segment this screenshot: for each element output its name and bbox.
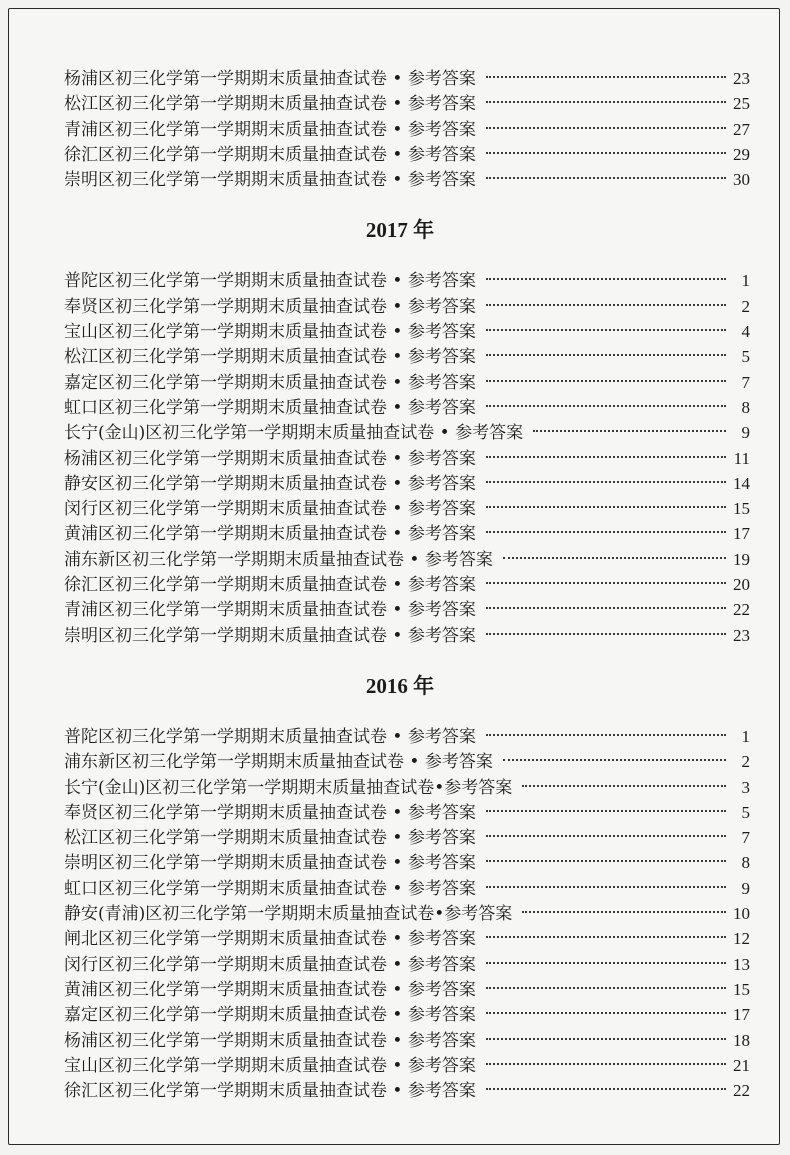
toc-entry-page-number: 9: [741, 423, 750, 443]
toc-entry-page-number: 27: [733, 119, 750, 139]
dot-leader: [486, 278, 726, 280]
dot-leader: [486, 380, 726, 382]
dot-leader: [486, 177, 726, 179]
dot-leader: [486, 886, 726, 888]
toc-entry[interactable]: [64, 420, 750, 445]
toc-entry-page-number: 9: [741, 878, 750, 898]
dot-leader: [486, 304, 726, 306]
dot-leader: [486, 1063, 726, 1065]
dot-leader: [486, 860, 726, 862]
toc-entry-title: 静安(青浦)区初三化学第一学期期末质量抽查试卷•参考答案: [64, 904, 513, 925]
toc-entry-title: 宝山区初三化学第一学期期末质量抽查试卷 • 参考答案: [64, 322, 476, 343]
toc-list-2018-tail: [64, 66, 750, 192]
toc-entry[interactable]: [64, 167, 750, 192]
dot-leader: [486, 582, 726, 584]
toc-entry[interactable]: [64, 319, 750, 344]
toc-entry[interactable]: [64, 66, 750, 91]
toc-entry[interactable]: [64, 91, 750, 116]
toc-entry[interactable]: [64, 1078, 750, 1103]
toc-entry-page-number: 1: [741, 726, 750, 746]
dot-leader: [486, 354, 726, 356]
toc-entry[interactable]: [64, 471, 750, 496]
toc-entry[interactable]: [64, 370, 750, 395]
dot-leader: [486, 810, 726, 812]
toc-entry[interactable]: [64, 496, 750, 521]
toc-entry-page-number: 22: [733, 600, 750, 620]
toc-entry-title: 松江区初三化学第一学期期末质量抽查试卷 • 参考答案: [64, 347, 476, 368]
toc-entry-page-number: 15: [733, 979, 750, 999]
dot-leader: [522, 911, 726, 913]
toc-entry[interactable]: [64, 1028, 750, 1053]
toc-entry[interactable]: [64, 268, 750, 293]
toc-entry-page-number: 22: [733, 1081, 750, 1101]
dot-leader: [486, 405, 726, 407]
toc-entry-title: 松江区初三化学第一学期期末质量抽查试卷 • 参考答案: [64, 94, 476, 115]
toc-entry-page-number: 17: [733, 1005, 750, 1025]
toc-entry-title: 浦东新区初三化学第一学期期末质量抽查试卷 • 参考答案: [64, 752, 493, 773]
dot-leader: [533, 430, 726, 432]
toc-entry-title: 普陀区初三化学第一学期期末质量抽查试卷 • 参考答案: [64, 726, 476, 747]
toc-entry-page-number: 7: [741, 828, 750, 848]
dot-leader: [486, 101, 726, 103]
dot-leader: [503, 759, 726, 761]
toc-entry[interactable]: [64, 800, 750, 825]
toc-entry[interactable]: [64, 572, 750, 597]
toc-entry-title: 普陀区初三化学第一学期期末质量抽查试卷 • 参考答案: [64, 271, 476, 292]
toc-entry[interactable]: [64, 749, 750, 774]
toc-entry-page-number: 10: [733, 904, 750, 924]
toc-entry-page-number: 3: [741, 777, 750, 797]
toc-entry[interactable]: [64, 294, 750, 319]
dot-leader: [486, 936, 726, 938]
toc-entry-title: 长宁(金山)区初三化学第一学期期末质量抽查试卷 • 参考答案: [64, 423, 524, 444]
toc-entry-title: 宝山区初三化学第一学期期末质量抽查试卷 • 参考答案: [64, 1055, 476, 1076]
toc-entry[interactable]: [64, 623, 750, 648]
toc-entry[interactable]: [64, 547, 750, 572]
toc-entry-page-number: 8: [741, 397, 750, 417]
dot-leader: [486, 607, 726, 609]
toc-entry[interactable]: [64, 926, 750, 951]
toc-entry-title: 杨浦区初三化学第一学期期末质量抽查试卷 • 参考答案: [64, 448, 476, 469]
toc-entry-title: 崇明区初三化学第一学期期末质量抽查试卷 • 参考答案: [64, 853, 476, 874]
toc-entry-page-number: 13: [733, 954, 750, 974]
toc-entry[interactable]: [64, 117, 750, 142]
toc-entry-title: 杨浦区初三化学第一学期期末质量抽查试卷 • 参考答案: [64, 1030, 476, 1051]
toc-entry-title: 长宁(金山)区初三化学第一学期期末质量抽查试卷•参考答案: [64, 777, 513, 798]
toc-entry-page-number: 20: [733, 575, 750, 595]
dot-leader: [486, 76, 726, 78]
toc-entry-title: 松江区初三化学第一学期期末质量抽查试卷 • 参考答案: [64, 828, 476, 849]
toc-entry[interactable]: [64, 977, 750, 1002]
toc-entry-page-number: 7: [741, 372, 750, 392]
toc-entry-page-number: 8: [741, 853, 750, 873]
toc-entry-title: 崇明区初三化学第一学期期末质量抽查试卷 • 参考答案: [64, 170, 476, 191]
toc-entry-page-number: 23: [733, 69, 750, 88]
toc-entry[interactable]: [64, 521, 750, 546]
toc-entry-page-number: 18: [733, 1030, 750, 1050]
toc-entry[interactable]: [64, 876, 750, 901]
toc-entry-title: 虹口区初三化学第一学期期末质量抽查试卷 • 参考答案: [64, 397, 476, 418]
toc-entry-title: 闵行区初三化学第一学期期末质量抽查试卷 • 参考答案: [64, 954, 476, 975]
toc-entry[interactable]: [64, 1053, 750, 1078]
toc-entry-title: 黄浦区初三化学第一学期期末质量抽查试卷 • 参考答案: [64, 979, 476, 1000]
dot-leader: [486, 987, 726, 989]
toc-entry-page-number: 12: [733, 929, 750, 949]
dot-leader: [486, 506, 726, 508]
table-of-contents: [64, 66, 750, 1103]
toc-entry[interactable]: [64, 901, 750, 926]
toc-entry-title: 虹口区初三化学第一学期期末质量抽查试卷 • 参考答案: [64, 878, 476, 899]
toc-entry-page-number: 23: [733, 625, 750, 645]
toc-entry-title: 崇明区初三化学第一学期期末质量抽查试卷 • 参考答案: [64, 625, 476, 646]
dot-leader: [486, 734, 726, 736]
dot-leader: [486, 152, 726, 154]
toc-entry[interactable]: [64, 850, 750, 875]
toc-entry-title: 闵行区初三化学第一学期期末质量抽查试卷 • 参考答案: [64, 499, 476, 520]
toc-entry[interactable]: [64, 775, 750, 800]
toc-entry-page-number: 25: [733, 94, 750, 114]
toc-entry-title: 静安区初三化学第一学期期末质量抽查试卷 • 参考答案: [64, 473, 476, 494]
dot-leader: [486, 962, 726, 964]
toc-entry-title: 徐汇区初三化学第一学期期末质量抽查试卷 • 参考答案: [64, 575, 476, 596]
toc-entry-page-number: 15: [733, 499, 750, 519]
toc-entry[interactable]: [64, 952, 750, 977]
toc-entry-page-number: 17: [733, 524, 750, 544]
dot-leader: [486, 835, 726, 837]
toc-entry-page-number: 1: [741, 271, 750, 291]
dot-leader: [486, 1038, 726, 1040]
toc-entry[interactable]: [64, 597, 750, 622]
toc-entry-title: 奉贤区初三化学第一学期期末质量抽查试卷 • 参考答案: [64, 802, 476, 823]
dot-leader: [486, 456, 726, 458]
dot-leader: [503, 557, 726, 559]
toc-entry[interactable]: [64, 395, 750, 420]
toc-entry-title: 徐汇区初三化学第一学期期末质量抽查试卷 • 参考答案: [64, 1081, 476, 1102]
toc-entry-page-number: 11: [733, 448, 750, 468]
dot-leader: [486, 1012, 726, 1014]
toc-list-2017: [64, 268, 750, 647]
toc-entry[interactable]: [64, 446, 750, 471]
toc-entry-page-number: 14: [733, 473, 750, 493]
toc-entry-title: 徐汇区初三化学第一学期期末质量抽查试卷 • 参考答案: [64, 144, 476, 165]
toc-list-2016: [64, 724, 750, 1103]
dot-leader: [486, 633, 726, 635]
toc-entry-page-number: 30: [733, 170, 750, 190]
toc-entry-title: 青浦区初三化学第一学期期末质量抽查试卷 • 参考答案: [64, 119, 476, 140]
year-heading-2016: 2016 年: [365, 673, 435, 698]
toc-entry-page-number: 2: [741, 296, 750, 316]
toc-entry-title: 青浦区初三化学第一学期期末质量抽查试卷 • 参考答案: [64, 600, 476, 621]
toc-entry-title: 嘉定区初三化学第一学期期末质量抽查试卷 • 参考答案: [64, 372, 476, 393]
toc-entry-page-number: 5: [741, 347, 750, 367]
toc-entry-title: 奉贤区初三化学第一学期期末质量抽查试卷 • 参考答案: [64, 296, 476, 317]
toc-entry[interactable]: [64, 825, 750, 850]
toc-entry-page-number: 4: [741, 322, 750, 342]
dot-leader: [486, 1088, 726, 1090]
dot-leader: [486, 481, 726, 483]
toc-entry[interactable]: [64, 1002, 750, 1027]
dot-leader: [486, 531, 726, 533]
toc-entry-title: 闸北区初三化学第一学期期末质量抽查试卷 • 参考答案: [64, 929, 476, 950]
toc-entry-page-number: 5: [741, 802, 750, 822]
toc-entry-title: 嘉定区初三化学第一学期期末质量抽查试卷 • 参考答案: [64, 1005, 476, 1026]
toc-entry[interactable]: [64, 142, 750, 167]
toc-entry-page-number: 29: [733, 144, 750, 164]
toc-entry[interactable]: [64, 724, 750, 749]
dot-leader: [486, 127, 726, 129]
toc-entry[interactable]: [64, 344, 750, 369]
toc-entry-page-number: 21: [733, 1055, 750, 1075]
toc-entry-title: 黄浦区初三化学第一学期期末质量抽查试卷 • 参考答案: [64, 524, 476, 545]
toc-entry-page-number: 2: [741, 752, 750, 772]
dot-leader: [486, 329, 726, 331]
toc-entry-page-number: 19: [733, 549, 750, 569]
toc-entry-title: 浦东新区初三化学第一学期期末质量抽查试卷 • 参考答案: [64, 549, 493, 570]
toc-entry-title: 杨浦区初三化学第一学期期末质量抽查试卷 • 参考答案: [64, 69, 476, 89]
year-heading-2017: 2017 年: [365, 218, 435, 243]
dot-leader: [522, 785, 726, 787]
